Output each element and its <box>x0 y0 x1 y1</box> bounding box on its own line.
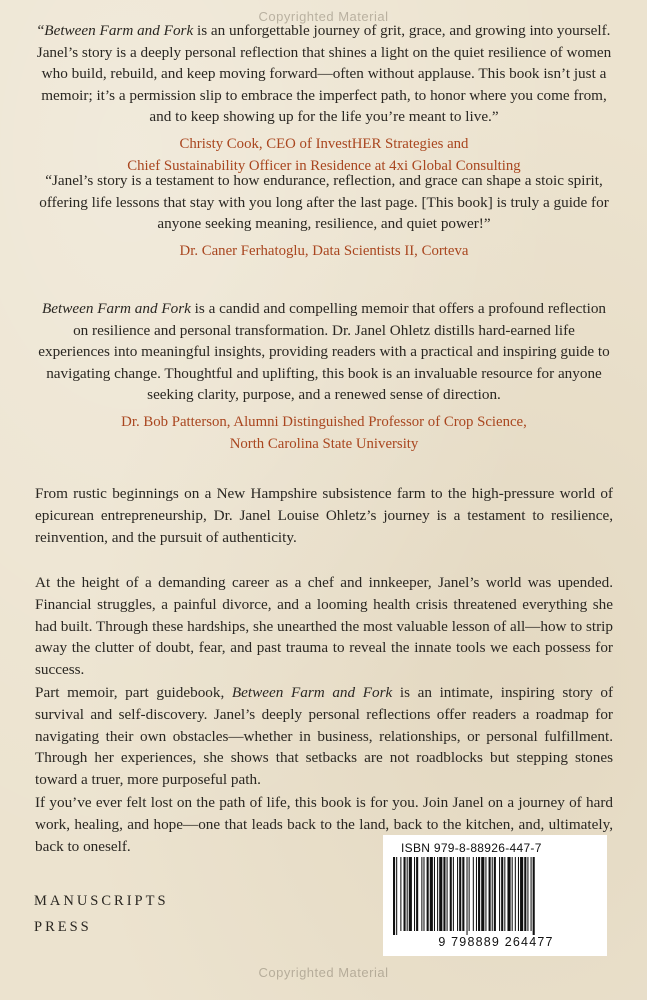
endorsement-text: “Between Farm and Fork is an unforgettable journey of grit, grace, and growing into yourself. Janel’s story is a deeply personal reflection that shines a light on the quiet resilience of women who build, rebuild, and keep moving forward—often without applause. This book isn’t just a memoir; it’s a permission slip to embrace the imperfect path, to honor where you come from, and to keep showing up for the life you’re meant to live.” <box>36 22 612 126</box>
endorsement-attribution: Christy Cook, CEO of InvestHER Strategies and Chief Sustainability Officer in Residence at 4xi Global Consulting <box>127 135 521 174</box>
barcode-bars <box>391 857 599 935</box>
isbn-label: ISBN 979-8-88926-447-7 <box>401 841 542 855</box>
publisher-name-line1: MANUSCRIPTS <box>34 893 169 909</box>
endorsement-text: Between Farm and Fork is a candid and compelling memoir that offers a profound reflection on resilience and personal transformation. Dr. Janel Ohletz distills hard-earned life experiences into meaningful insights, providing readers with a practical and inspiring guide to navigating change. Thoughtful and uplifting, this book is an invaluable resource for anyone seeking clarity, purpose, and a renewed sense of direction. <box>38 300 610 404</box>
watermark-top: Copyrighted Material <box>258 9 389 24</box>
publisher-logo <box>34 888 169 940</box>
endorsement-caner-ferhatoglu <box>36 170 612 262</box>
endorsement-attribution: Dr. Bob Patterson, Alumni Distinguished Professor of Crop Science, North Carolina State University <box>121 413 527 452</box>
description-paragraph-1: From rustic beginnings on a New Hampshire subsistence farm to the high-pressure world of epicurean entrepreneurship, Dr. Janel Louise Ohletz’s journey is a testament to resilience, reinvention, and the pursuit of authenticity. <box>35 485 613 546</box>
description-paragraph-4: If you’ve ever felt lost on the path of life, this book is for you. Join Janel on a journey of hard work, healing, and hope—one that leads back to the land, back to the kitchen, and, ultimately, back to oneself. <box>35 794 613 855</box>
barcode-digits: 9 798889 264477 <box>438 935 554 949</box>
description-paragraph-3: Part memoir, part guidebook, Between Farm and Fork is an intimate, inspiring story of survival and self-discovery. Janel’s deeply personal reflections offer readers a roadmap for navigating their own obstacles—whether in business, relationships, or personal fulfillment. Through her experiences, she shows that setbacks are not roadblocks but stepping stones toward a truer, more purposeful path. <box>35 684 614 789</box>
publisher-name-line2: PRESS <box>34 919 92 935</box>
endorsement-christy-cook <box>36 20 612 177</box>
endorsement-text: “Janel’s story is a testament to how endurance, reflection, and grace can shape a stoic spirit, offering life lessons that stay with you long after the last page. [This book] is truly a guide for anyone seeking meaning, resilience, and quiet power!” <box>39 172 609 233</box>
watermark-bottom: Copyrighted Material <box>258 965 389 980</box>
endorsement-bob-patterson <box>36 298 612 455</box>
isbn-barcode <box>383 835 607 956</box>
description-paragraph-2: At the height of a demanding career as a chef and innkeeper, Janel’s world was upended. Financial struggles, a painful divorce, and a looming health crisis threatened everything she had built. Through these hardships, she unearthed the most valuable lesson of all—how to strip away the clutter of doubt, fear, and past trauma to reveal the innate tools we each possess for success. <box>35 574 613 679</box>
endorsement-attribution: Dr. Caner Ferhatoglu, Data Scientists II, Corteva <box>179 242 469 259</box>
